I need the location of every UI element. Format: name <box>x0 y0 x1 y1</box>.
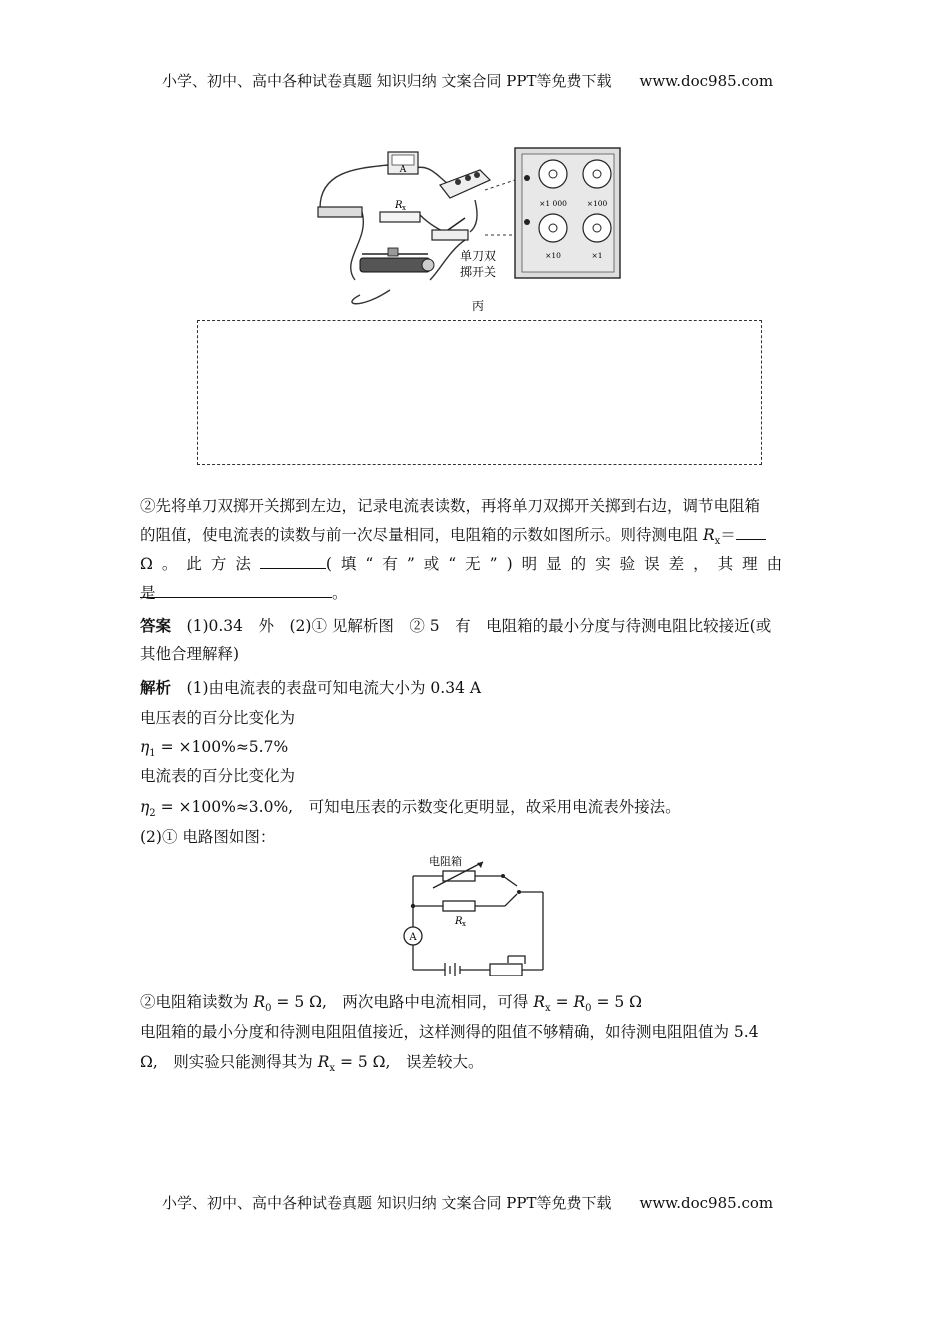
eta2-symbol: η <box>140 798 150 816</box>
question-line-3a: Ω。此方法 <box>140 555 260 573</box>
error-blank[interactable] <box>260 552 326 569</box>
rx-sub: x <box>714 536 721 548</box>
rx-label: R <box>395 200 403 211</box>
footer-text: 小学、初中、高中各种试卷真题 知识归纳 文案合同 PPT等免费下载 <box>162 1194 612 1212</box>
rx-symbol: R <box>702 526 715 544</box>
p9-a: Ω, 则实验只能测得其为 <box>140 1053 318 1071</box>
dial-label-100: ×100 <box>586 199 608 208</box>
question-line-2-text: 的阻值，使电流表的读数与前一次尽量相同，电阻箱的示数如图所示。则待测电阻 <box>140 526 699 544</box>
question-line-3b: (填“有”或“无”)明显的实验误差，其理由是 <box>140 555 792 602</box>
header-site: www.doc985.com <box>639 72 774 90</box>
p7-sub0: 0 <box>265 1003 272 1015</box>
analysis-line-2: 电压表的百分比变化为 <box>140 709 296 727</box>
question-line-4 <box>140 579 812 608</box>
eta1-symbol: η <box>140 738 150 756</box>
dial-label-1000: ×1 000 <box>539 199 567 208</box>
ammeter-label: A <box>399 165 407 175</box>
p7-rx: R <box>533 993 545 1011</box>
equals: ＝ <box>720 526 736 544</box>
eta2-rest: = ×100%≈3.0%, 可知电压表的示数变化更明显，故采用电流表外接法。 <box>155 798 681 816</box>
reason-blank[interactable] <box>140 581 332 598</box>
answer-label: 答案 <box>140 616 172 635</box>
switch-label-1: 单刀双 <box>460 249 497 263</box>
eta1-rest: = ×100%≈5.7% <box>155 738 289 756</box>
resistance-box <box>515 148 620 278</box>
rheostat <box>360 248 434 272</box>
page-footer <box>162 1192 773 1213</box>
p7-d: = 5 Ω <box>591 993 643 1011</box>
eta2-sub: 2 <box>149 808 156 820</box>
analysis-line-4: 电流表的百分比变化为 <box>140 767 296 785</box>
rx-resistor <box>380 200 420 222</box>
eta1-sub: 1 <box>149 748 156 760</box>
p9-sub: x <box>329 1063 336 1075</box>
apparatus-figure <box>300 140 630 315</box>
analysis-label: 解析 <box>140 678 172 697</box>
terminal-box <box>440 170 490 198</box>
spdt-switch <box>432 218 496 279</box>
p9-r: R <box>317 1053 330 1071</box>
footer-site: www.doc985.com <box>639 1194 774 1212</box>
switch-label-2: 掷开关 <box>460 265 497 279</box>
p7-r0b: R <box>573 993 586 1011</box>
p7-sub0b: 0 <box>585 1003 592 1015</box>
circuit-ammeter-label: A <box>409 932 417 943</box>
answer-text-1: (1)0.34 外 (2)① 见解析图 ② 5 有 电阻箱的最小分度与待测电阻比较接近(或 <box>186 617 772 635</box>
question-line-1: ②先将单刀双掷开关掷到左边，记录电流表读数，再将单刀双掷开关掷到右边，调节电阻箱 <box>140 497 761 515</box>
p7-b: = 5 Ω, 两次电路中电流相同，可得 <box>271 993 534 1011</box>
p7-subx: x <box>545 1003 551 1015</box>
header-text: 小学、初中、高中各种试卷真题 知识归纳 文案合同 PPT等免费下载 <box>162 72 612 90</box>
circuit-rx-label: R <box>455 916 463 927</box>
circuit-diagram <box>395 850 555 976</box>
analysis-line-8: 电阻箱的最小分度和待测电阻阻值接近，这样测得的阻值不够精确，如待测电阻阻值为 5.4 <box>140 1023 759 1041</box>
p9-b: = 5 Ω, 误差较大。 <box>335 1053 484 1071</box>
rx-sub: x <box>402 204 406 212</box>
battery-holder <box>318 207 362 217</box>
dial-label-1: ×1 <box>591 251 603 260</box>
drawing-answer-box[interactable] <box>197 320 762 465</box>
question-end: 。 <box>332 584 348 602</box>
page-header <box>162 70 773 91</box>
dial-label-10: ×10 <box>545 251 561 260</box>
p7-r0: R <box>253 993 266 1011</box>
figure-caption: 丙 <box>471 299 485 313</box>
answer-line-1 <box>140 611 812 641</box>
analysis-p1: (1)由电流表的表盘可知电流大小为 0.34 A <box>186 679 482 697</box>
answer-line-2: 其他合理解释) <box>140 645 240 663</box>
analysis-line-6: (2)① 电路图如图： <box>140 828 276 846</box>
circuit-rx-sub: x <box>462 920 466 928</box>
circuit-box-label: 电阻箱 <box>429 855 462 868</box>
analysis-line-9 <box>140 1048 812 1083</box>
analysis-line-1 <box>140 673 812 703</box>
p7-c: = <box>550 993 574 1011</box>
rx-blank[interactable] <box>736 523 766 540</box>
p7-a: ②电阻箱读数为 <box>140 993 254 1011</box>
ammeter-device <box>388 152 418 175</box>
